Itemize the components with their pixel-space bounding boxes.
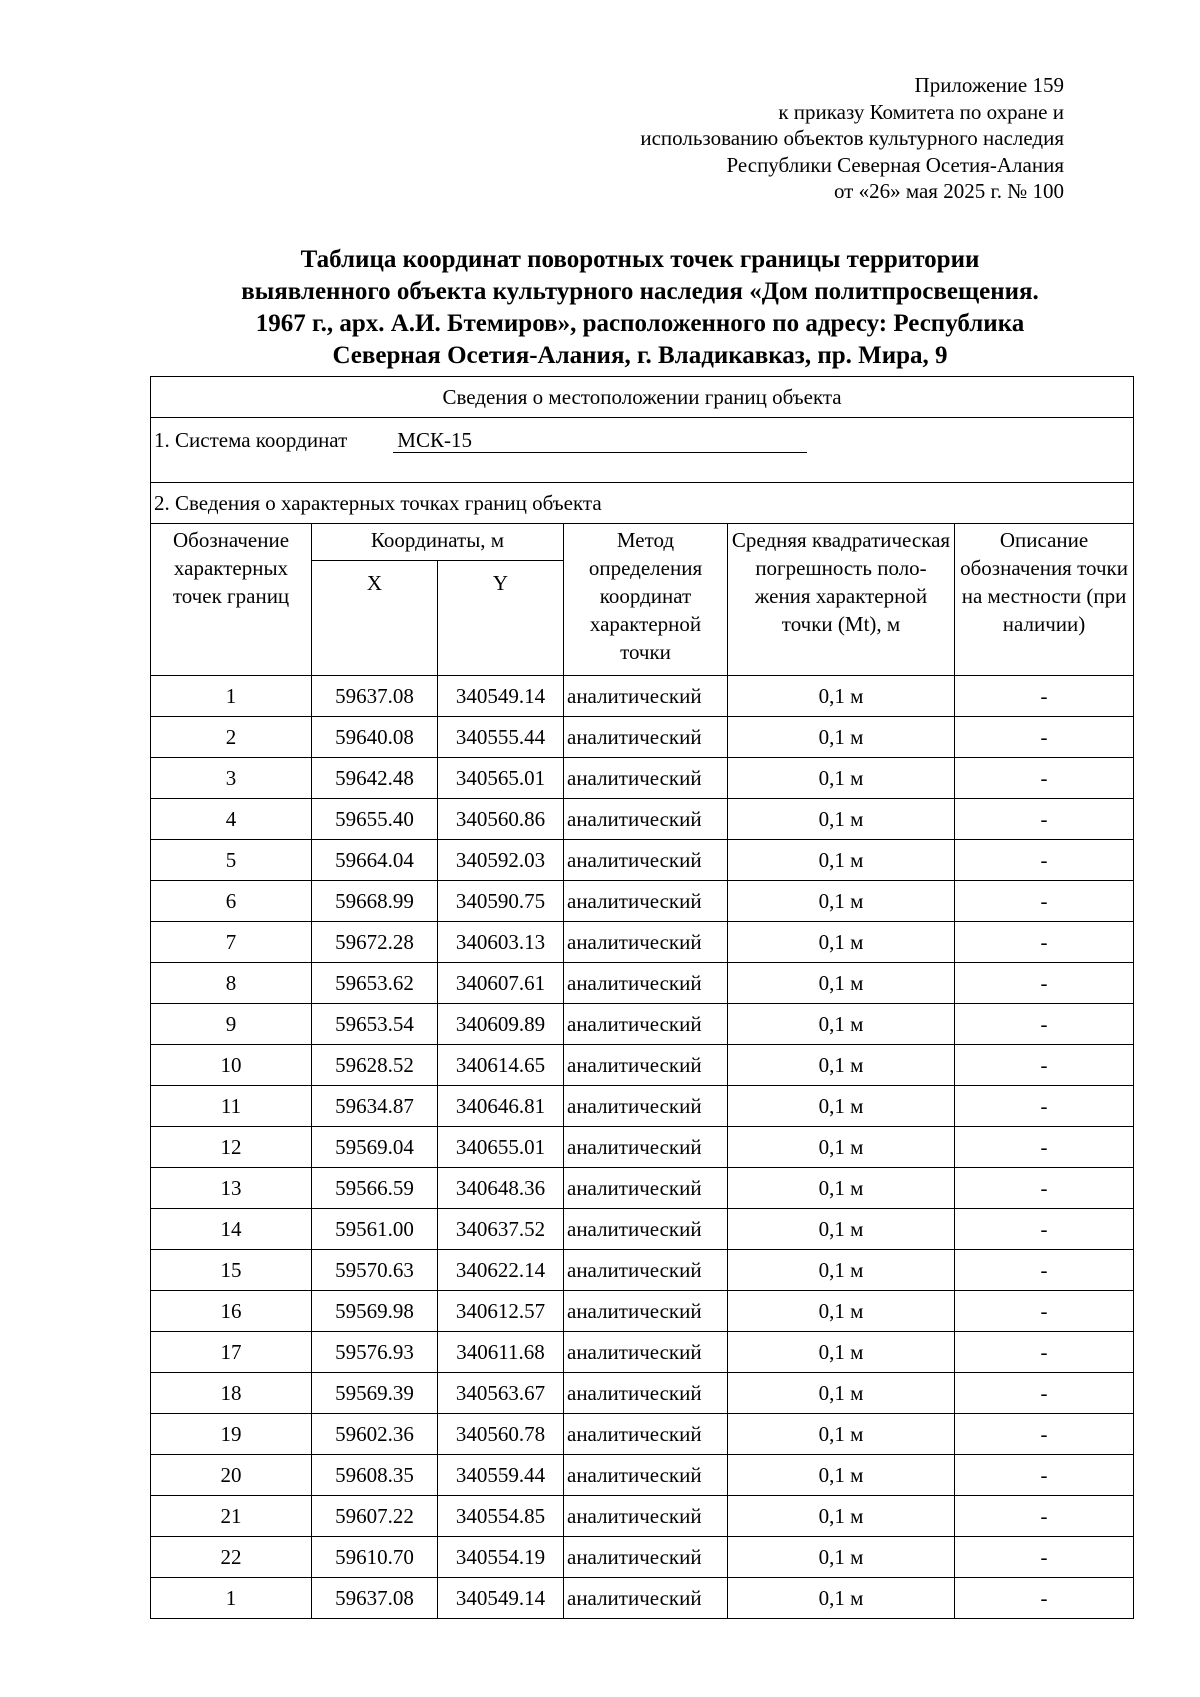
header-y: Y [438, 561, 564, 676]
document-title [150, 244, 1130, 372]
method-cell: аналитический [564, 676, 728, 717]
x-coordinate-cell: 59655.40 [312, 799, 438, 840]
y-coordinate-cell: 340559.44 [438, 1455, 564, 1496]
y-coordinate-cell: 340603.13 [438, 922, 564, 963]
error-cell: 0,1 м [728, 963, 955, 1004]
point-number-cell: 10 [151, 1045, 312, 1086]
table-row [151, 1496, 1134, 1537]
x-coordinate-cell: 59576.93 [312, 1332, 438, 1373]
description-cell: - [955, 1496, 1134, 1537]
method-cell: аналитический [564, 758, 728, 799]
method-cell: аналитический [564, 1291, 728, 1332]
table-row [151, 881, 1134, 922]
y-coordinate-cell: 340611.68 [438, 1332, 564, 1373]
point-number-cell: 20 [151, 1455, 312, 1496]
description-cell: - [955, 1004, 1134, 1045]
y-coordinate-cell: 340565.01 [438, 758, 564, 799]
description-cell: - [955, 1168, 1134, 1209]
method-cell: аналитический [564, 881, 728, 922]
coordinate-system-row [151, 418, 1134, 483]
x-coordinate-cell: 59610.70 [312, 1537, 438, 1578]
error-cell: 0,1 м [728, 1291, 955, 1332]
x-coordinate-cell: 59653.62 [312, 963, 438, 1004]
point-number-cell: 15 [151, 1250, 312, 1291]
y-coordinate-cell: 340607.61 [438, 963, 564, 1004]
appendix-line: использованию объектов культурного наследия [640, 126, 1064, 150]
coordinates-table [150, 376, 1134, 1619]
description-cell: - [955, 840, 1134, 881]
table-row [151, 799, 1134, 840]
header-x: X [312, 561, 438, 676]
x-coordinate-cell: 59602.36 [312, 1414, 438, 1455]
header-method: Метод определения координат характерной точки [564, 524, 728, 676]
description-cell: - [955, 1209, 1134, 1250]
point-number-cell: 18 [151, 1373, 312, 1414]
point-number-cell: 7 [151, 922, 312, 963]
y-coordinate-cell: 340622.14 [438, 1250, 564, 1291]
x-coordinate-cell: 59664.04 [312, 840, 438, 881]
method-cell: аналитический [564, 963, 728, 1004]
header-coordinates: Координаты, м [312, 524, 564, 561]
table-row [151, 1045, 1134, 1086]
point-number-cell: 21 [151, 1496, 312, 1537]
error-cell: 0,1 м [728, 1373, 955, 1414]
point-number-cell: 6 [151, 881, 312, 922]
title-line: Таблица координат поворотных точек границы территории [300, 246, 980, 273]
error-cell: 0,1 м [728, 1168, 955, 1209]
appendix-header [640, 72, 1064, 205]
method-cell: аналитический [564, 922, 728, 963]
method-cell: аналитический [564, 799, 728, 840]
x-coordinate-cell: 59672.28 [312, 922, 438, 963]
table-row [151, 1209, 1134, 1250]
x-coordinate-cell: 59640.08 [312, 717, 438, 758]
y-coordinate-cell: 340614.65 [438, 1045, 564, 1086]
error-cell: 0,1 м [728, 1455, 955, 1496]
point-number-cell: 9 [151, 1004, 312, 1045]
method-cell: аналитический [564, 1250, 728, 1291]
description-cell: - [955, 1455, 1134, 1496]
description-cell: - [955, 922, 1134, 963]
x-coordinate-cell: 59608.35 [312, 1455, 438, 1496]
table-row [151, 758, 1134, 799]
x-coordinate-cell: 59570.63 [312, 1250, 438, 1291]
error-cell: 0,1 м [728, 1537, 955, 1578]
x-coordinate-cell: 59642.48 [312, 758, 438, 799]
description-cell: - [955, 1291, 1134, 1332]
description-cell: - [955, 717, 1134, 758]
method-cell: аналитический [564, 1086, 728, 1127]
description-cell: - [955, 1578, 1134, 1619]
description-cell: - [955, 799, 1134, 840]
table-row [151, 1004, 1134, 1045]
y-coordinate-cell: 340563.67 [438, 1373, 564, 1414]
error-cell: 0,1 м [728, 676, 955, 717]
method-cell: аналитический [564, 1373, 728, 1414]
point-number-cell: 16 [151, 1291, 312, 1332]
table-row [151, 1086, 1134, 1127]
header-designation: Обозначение характерных точек границ [151, 524, 312, 676]
header-error: Средняя квадратическая погрешность поло-жения характерной точки (Mt), м [728, 524, 955, 676]
error-cell: 0,1 м [728, 1250, 955, 1291]
title-line: выявленного объекта культурного наследия «Дом политпросвещения. [241, 278, 1039, 305]
table-row [151, 1332, 1134, 1373]
appendix-line: к приказу Комитета по охране и [778, 99, 1064, 124]
point-number-cell: 13 [151, 1168, 312, 1209]
table-row [151, 1537, 1134, 1578]
y-coordinate-cell: 340549.14 [438, 676, 564, 717]
y-coordinate-cell: 340560.86 [438, 799, 564, 840]
point-number-cell: 22 [151, 1537, 312, 1578]
y-coordinate-cell: 340646.81 [438, 1086, 564, 1127]
error-cell: 0,1 м [728, 1127, 955, 1168]
point-number-cell: 2 [151, 717, 312, 758]
point-number-cell: 1 [151, 676, 312, 717]
error-cell: 0,1 м [728, 1332, 955, 1373]
x-coordinate-cell: 59561.00 [312, 1209, 438, 1250]
point-number-cell: 11 [151, 1086, 312, 1127]
point-number-cell: 14 [151, 1209, 312, 1250]
table-row [151, 840, 1134, 881]
point-number-cell: 3 [151, 758, 312, 799]
table-row [151, 1250, 1134, 1291]
header-description: Описание обозначения точки на местности (при наличии) [955, 524, 1134, 676]
method-cell: аналитический [564, 1537, 728, 1578]
y-coordinate-cell: 340612.57 [438, 1291, 564, 1332]
x-coordinate-cell: 59637.08 [312, 676, 438, 717]
method-cell: аналитический [564, 1209, 728, 1250]
description-cell: - [955, 1537, 1134, 1578]
description-cell: - [955, 963, 1134, 1004]
description-cell: - [955, 1045, 1134, 1086]
method-cell: аналитический [564, 1127, 728, 1168]
table-row [151, 922, 1134, 963]
description-cell: - [955, 1086, 1134, 1127]
points-section-title: 2. Сведения о характерных точках границ объекта [151, 483, 1134, 524]
table-row [151, 1168, 1134, 1209]
error-cell: 0,1 м [728, 881, 955, 922]
y-coordinate-cell: 340637.52 [438, 1209, 564, 1250]
error-cell: 0,1 м [728, 1004, 955, 1045]
point-number-cell: 17 [151, 1332, 312, 1373]
error-cell: 0,1 м [728, 1496, 955, 1537]
description-cell: - [955, 1414, 1134, 1455]
x-coordinate-cell: 59628.52 [312, 1045, 438, 1086]
description-cell: - [955, 1373, 1134, 1414]
title-line: 1967 г., арх. А.И. Бтемиров», расположенного по адресу: Республика [255, 310, 1025, 337]
error-cell: 0,1 м [728, 717, 955, 758]
x-coordinate-cell: 59637.08 [312, 1578, 438, 1619]
x-coordinate-cell: 59569.98 [312, 1291, 438, 1332]
x-coordinate-cell: 59566.59 [312, 1168, 438, 1209]
method-cell: аналитический [564, 717, 728, 758]
x-coordinate-cell: 59634.87 [312, 1086, 438, 1127]
error-cell: 0,1 м [728, 1045, 955, 1086]
description-cell: - [955, 881, 1134, 922]
table-row [151, 1578, 1134, 1619]
appendix-line: от «26» мая 2025 г. № 100 [833, 179, 1064, 203]
section-title: Сведения о местоположении границ объекта [151, 377, 1134, 418]
table-row [151, 1291, 1134, 1332]
y-coordinate-cell: 340592.03 [438, 840, 564, 881]
description-cell: - [955, 758, 1134, 799]
y-coordinate-cell: 340560.78 [438, 1414, 564, 1455]
y-coordinate-cell: 340590.75 [438, 881, 564, 922]
method-cell: аналитический [564, 1045, 728, 1086]
x-coordinate-cell: 59569.39 [312, 1373, 438, 1414]
y-coordinate-cell: 340549.14 [438, 1578, 564, 1619]
y-coordinate-cell: 340554.19 [438, 1537, 564, 1578]
table-row [151, 1414, 1134, 1455]
method-cell: аналитический [564, 1455, 728, 1496]
point-number-cell: 8 [151, 963, 312, 1004]
point-number-cell: 4 [151, 799, 312, 840]
error-cell: 0,1 м [728, 1209, 955, 1250]
y-coordinate-cell: 340648.36 [438, 1168, 564, 1209]
y-coordinate-cell: 340554.85 [438, 1496, 564, 1537]
table-row [151, 1373, 1134, 1414]
title-line: Северная Осетия-Алания, г. Владикавказ, пр. Мира, 9 [332, 342, 948, 369]
error-cell: 0,1 м [728, 922, 955, 963]
description-cell: - [955, 1250, 1134, 1291]
method-cell: аналитический [564, 1414, 728, 1455]
description-cell: - [955, 1332, 1134, 1373]
method-cell: аналитический [564, 840, 728, 881]
method-cell: аналитический [564, 1578, 728, 1619]
appendix-line: Республики Северная Осетия-Алания [726, 152, 1064, 177]
description-cell: - [955, 1127, 1134, 1168]
error-cell: 0,1 м [728, 1578, 955, 1619]
point-number-cell: 1 [151, 1578, 312, 1619]
y-coordinate-cell: 340655.01 [438, 1127, 564, 1168]
coordinate-system-value: МСК-15 [393, 428, 807, 453]
table-row [151, 717, 1134, 758]
table-row [151, 963, 1134, 1004]
table-row [151, 1127, 1134, 1168]
method-cell: аналитический [564, 1168, 728, 1209]
coordinate-system-label: 1. Система координат [154, 428, 348, 452]
appendix-line: Приложение 159 [914, 73, 1064, 97]
error-cell: 0,1 м [728, 840, 955, 881]
error-cell: 0,1 м [728, 799, 955, 840]
description-cell: - [955, 676, 1134, 717]
table-row [151, 676, 1134, 717]
error-cell: 0,1 м [728, 1414, 955, 1455]
error-cell: 0,1 м [728, 1086, 955, 1127]
point-number-cell: 5 [151, 840, 312, 881]
method-cell: аналитический [564, 1496, 728, 1537]
y-coordinate-cell: 340609.89 [438, 1004, 564, 1045]
x-coordinate-cell: 59607.22 [312, 1496, 438, 1537]
x-coordinate-cell: 59668.99 [312, 881, 438, 922]
error-cell: 0,1 м [728, 758, 955, 799]
method-cell: аналитический [564, 1332, 728, 1373]
method-cell: аналитический [564, 1004, 728, 1045]
x-coordinate-cell: 59653.54 [312, 1004, 438, 1045]
point-number-cell: 19 [151, 1414, 312, 1455]
table-row [151, 1455, 1134, 1496]
y-coordinate-cell: 340555.44 [438, 717, 564, 758]
point-number-cell: 12 [151, 1127, 312, 1168]
x-coordinate-cell: 59569.04 [312, 1127, 438, 1168]
